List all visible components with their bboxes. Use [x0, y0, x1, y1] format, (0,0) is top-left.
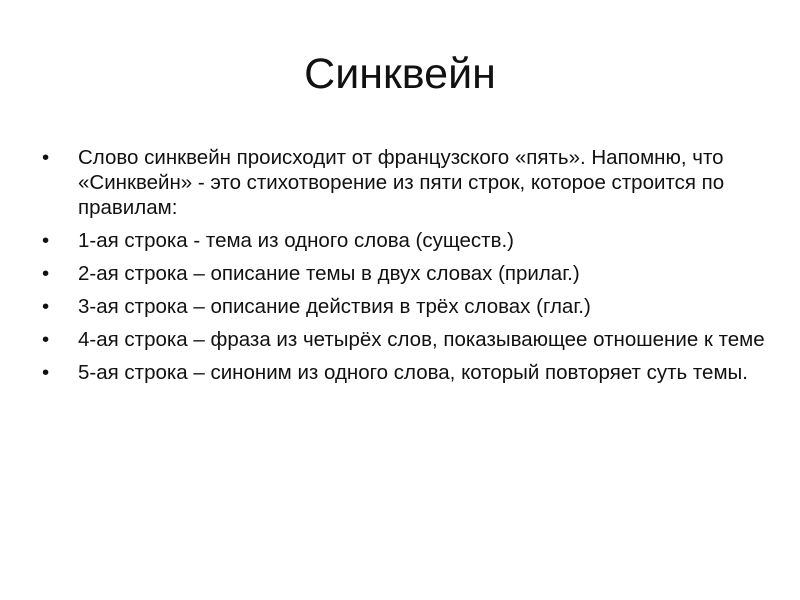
bullet-item-line-1	[40, 228, 770, 253]
bullet-text: Слово синквейн происходит от французского «пять». Напомню, что «Синквейн» - это стихотворение из пяти строк, которое строится по правилам:	[78, 146, 725, 219]
bullet-text: 1-ая строка - тема из одного слова (существ.)	[78, 229, 514, 252]
bullet-item-line-5	[40, 360, 770, 385]
bullet-icon: •	[42, 295, 50, 318]
bullet-icon: •	[42, 262, 50, 285]
bullet-icon: •	[42, 328, 50, 351]
bullet-icon: •	[42, 229, 50, 252]
bullet-item-line-4	[40, 327, 770, 352]
bullet-text: 2-ая строка – описание темы в двух словах (прилаг.)	[78, 262, 580, 285]
bullet-item-intro	[40, 145, 770, 220]
bullet-icon: •	[42, 146, 50, 169]
bullet-text: 3-ая строка – описание действия в трёх словах (глаг.)	[78, 295, 591, 318]
slide-title: Синквейн	[304, 50, 496, 98]
bullet-item-line-2	[40, 261, 770, 286]
bullet-text: 5-ая строка – синоним из одного слова, который повторяет суть темы.	[78, 361, 748, 384]
bullet-item-line-3	[40, 294, 770, 319]
bullet-icon: •	[42, 361, 50, 384]
bullet-text: 4-ая строка – фраза из четырёх слов, показывающее отношение к теме	[78, 328, 765, 351]
bullet-list	[40, 145, 770, 393]
